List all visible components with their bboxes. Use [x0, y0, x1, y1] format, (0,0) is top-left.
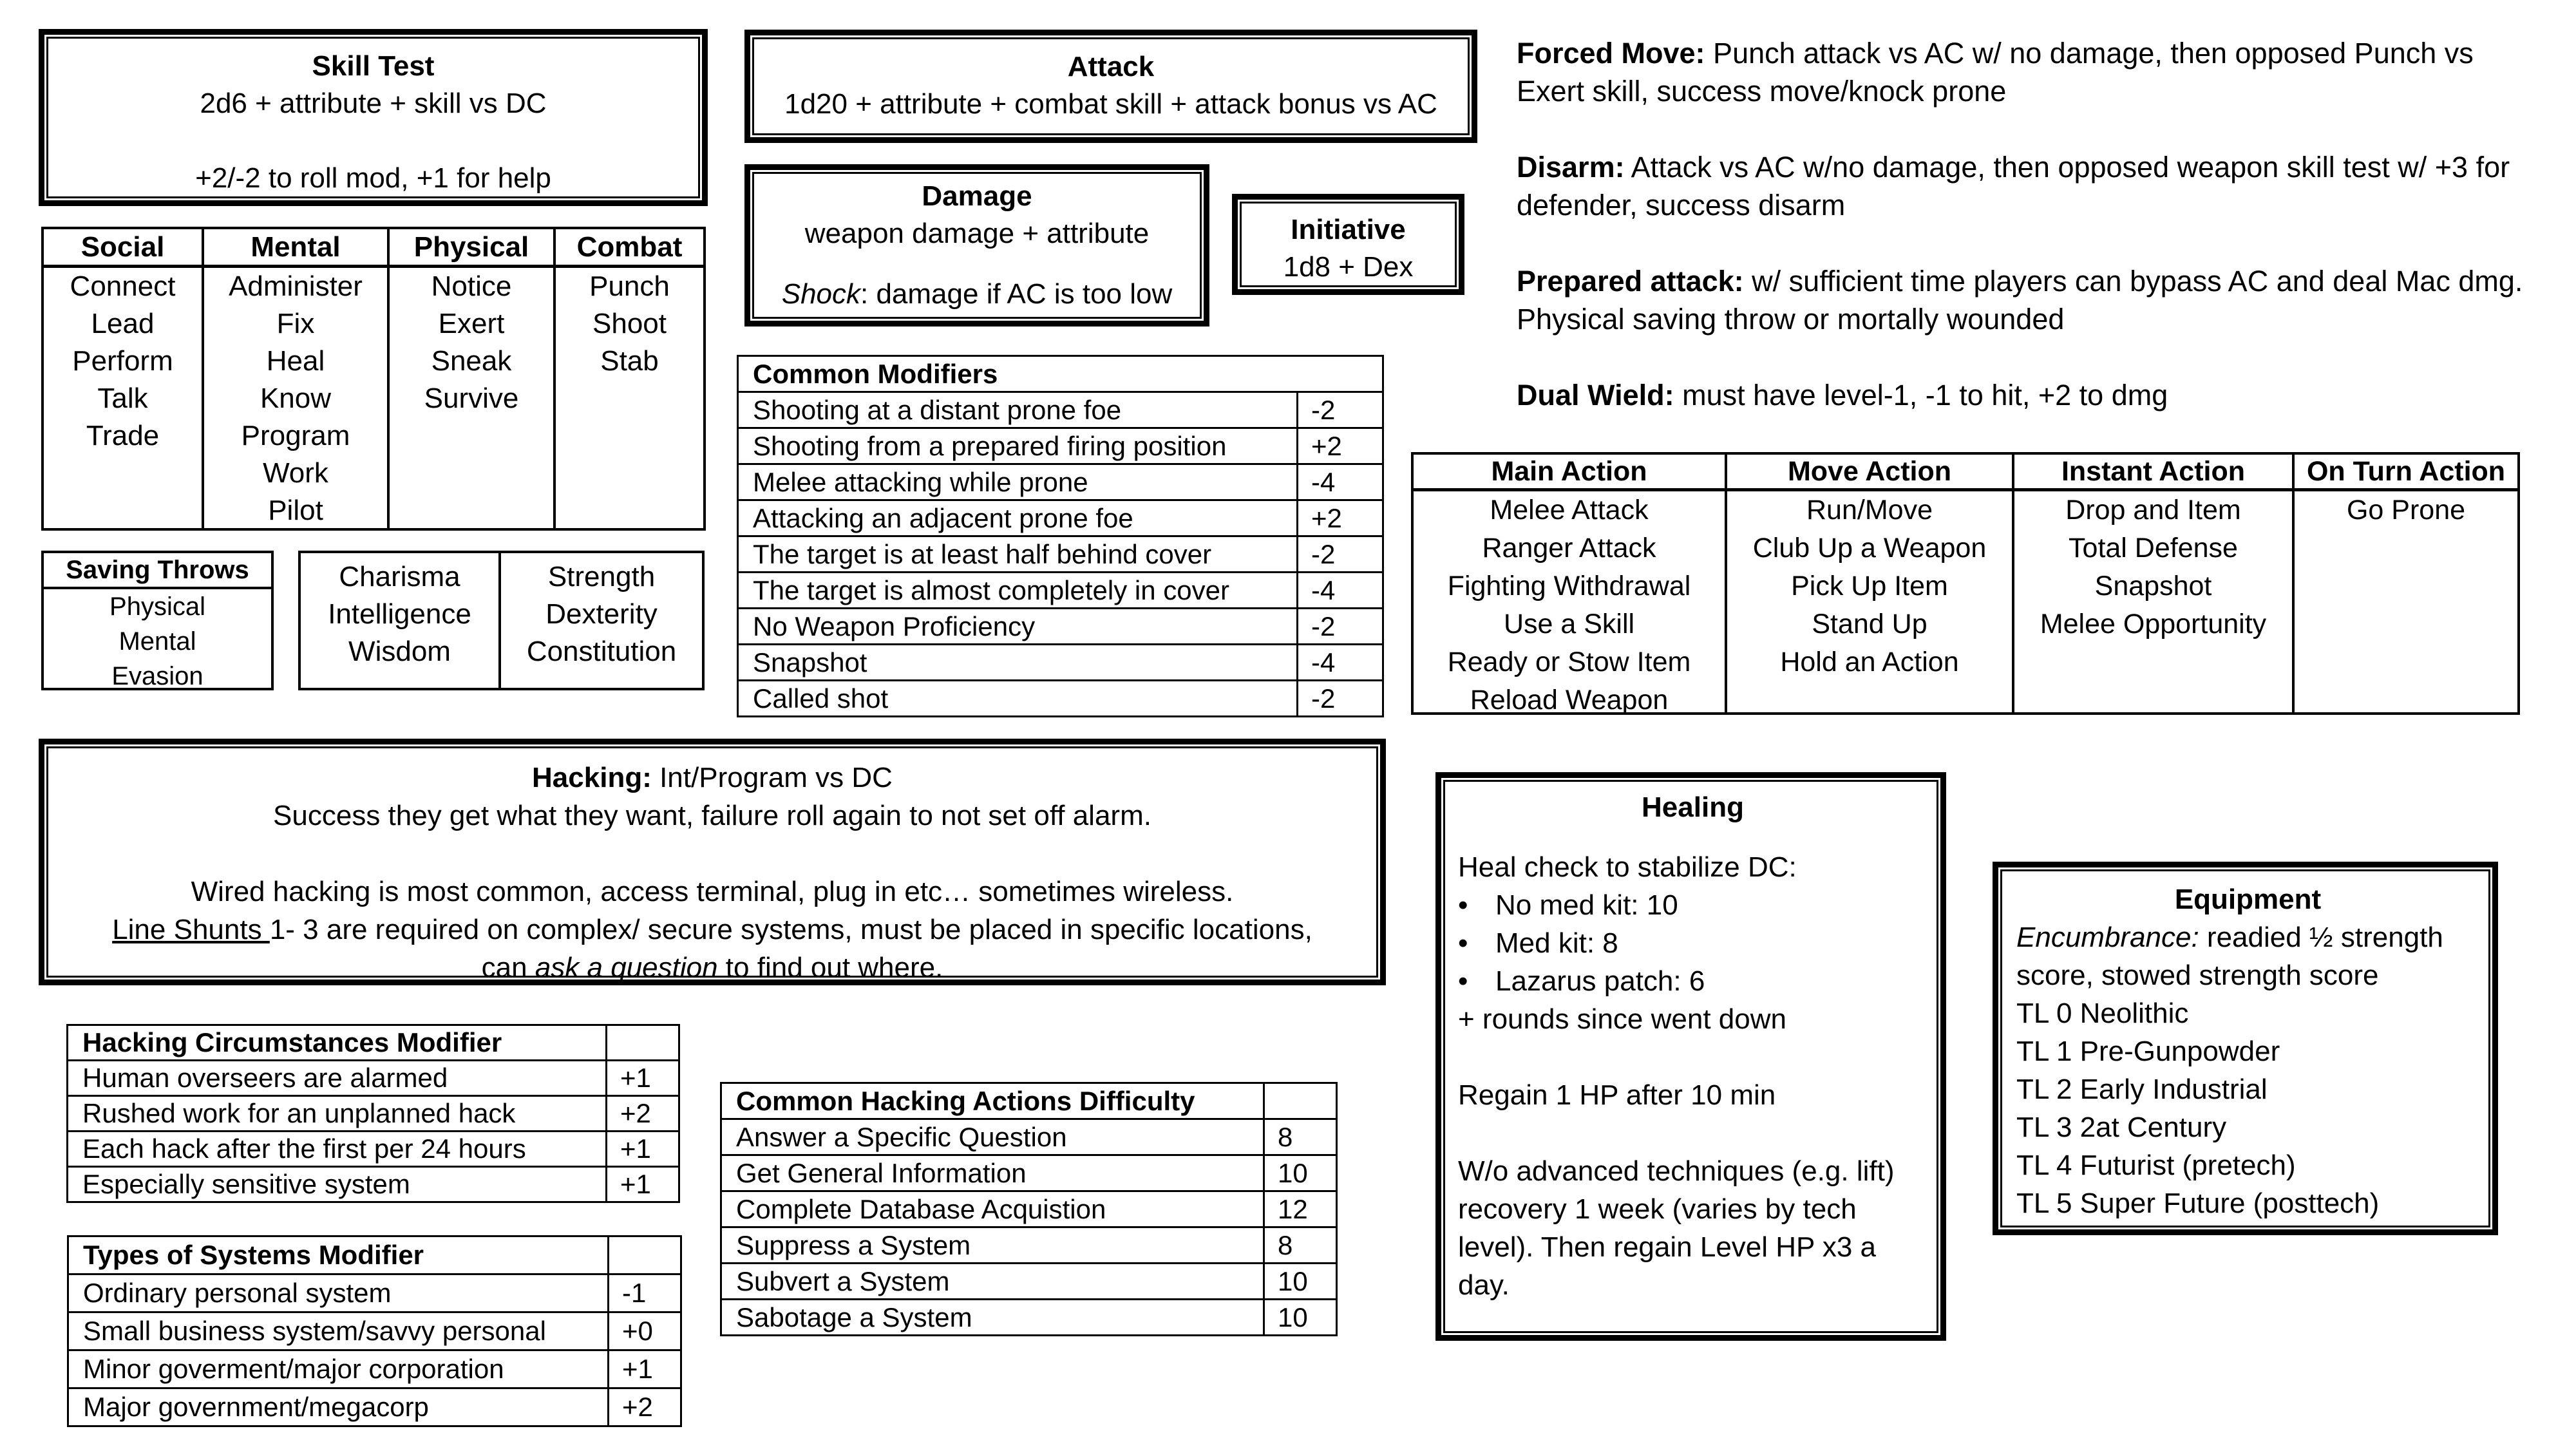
table-row: [721, 1300, 1337, 1336]
line-shunts-link[interactable]: Line Shunts: [112, 914, 270, 945]
table-row: [721, 1227, 1337, 1264]
skill-item: Shoot: [592, 308, 667, 339]
modifier-value: +2: [607, 1096, 679, 1132]
saving-throws-table: [41, 551, 274, 690]
skill-item: Sneak: [431, 345, 512, 377]
action-item: Use a Skill: [1503, 609, 1635, 639]
skill-item: Perform: [72, 345, 173, 377]
combat-rules: [1517, 34, 2547, 414]
action-item: Melee Attack: [1490, 495, 1649, 526]
action-item: Run/Move: [1806, 495, 1933, 526]
equipment-title: Equipment: [2174, 884, 2322, 915]
modifier-label: The target is almost completely in cover: [738, 573, 1298, 609]
rule-text: must have level-1, -1 to hit, +2 to dmg: [1674, 379, 2168, 412]
modifier-label: Each hack after the first per 24 hours: [68, 1132, 607, 1167]
skill-item: Lead: [91, 308, 155, 339]
healing-dc-item: • Lazarus patch: 6: [1458, 962, 1927, 1000]
hacking-circumstances-table: [66, 1024, 680, 1203]
actions-header-main: Main Action: [1414, 455, 1725, 491]
table-row: [68, 1274, 681, 1312]
modifier-label: Ordinary personal system: [68, 1274, 609, 1312]
actions-header-on-turn: On Turn Action: [2295, 455, 2517, 491]
modifier-label: Major government/megacorp: [68, 1388, 609, 1426]
table-row: [721, 1191, 1337, 1227]
table-row: [68, 1061, 679, 1096]
hacking-line-2: Wired hacking is most common, access terminal, plug in etc… sometimes wireless.: [191, 876, 1234, 907]
modifier-label: Minor goverment/major corporation: [68, 1350, 609, 1388]
hacking-action-label: Sabotage a System: [721, 1300, 1264, 1336]
skills-header-combat: Combat: [556, 229, 703, 268]
hacking-action-difficulty: 10: [1264, 1155, 1337, 1191]
attribute-item: Wisdom: [348, 635, 451, 667]
hacking-action-label: Get General Information: [721, 1155, 1264, 1191]
action-item: Fighting Withdrawal: [1447, 571, 1691, 601]
modifier-label: Melee attacking while prone: [738, 464, 1298, 500]
skill-test-note: +2/-2 to roll mod, +1 for help: [195, 162, 551, 194]
hacking-circumstances-value-header: [607, 1025, 679, 1061]
saving-throws-title: Saving Throws: [44, 553, 271, 589]
hacking-title-rest: Int/Program vs DC: [651, 762, 893, 793]
actions-header-move: Move Action: [1727, 455, 2012, 491]
action-item: Reload Weapon: [1470, 685, 1669, 715]
rule-prepared-attack: [1517, 262, 2547, 338]
tech-level-item: TL 3 2at Century: [2016, 1112, 2227, 1143]
action-item: Ranger Attack: [1482, 533, 1656, 564]
hacking-box: [39, 739, 1386, 985]
modifier-value: -2: [1298, 609, 1383, 645]
encumbrance-label: Encumbrance:: [2016, 922, 2199, 953]
attack-title: Attack: [1067, 51, 1155, 82]
damage-title: Damage: [922, 180, 1032, 212]
damage-shock-note: [750, 276, 1204, 313]
modifier-label: Human overseers are alarmed: [68, 1061, 607, 1096]
table-row: [738, 681, 1383, 717]
healing-title: Healing: [1642, 791, 1744, 823]
damage-box: [744, 164, 1209, 327]
attribute-item: Strength: [547, 560, 656, 592]
common-modifiers-title: Common Modifiers: [738, 356, 1383, 392]
action-item: Club Up a Weapon: [1752, 533, 1987, 564]
modifier-value: -4: [1298, 573, 1383, 609]
table-row: [738, 645, 1383, 681]
table-row: [68, 1312, 681, 1350]
tech-level-item: TL 4 Futurist (pretech): [2016, 1150, 2296, 1181]
rule-disarm: [1517, 148, 2547, 224]
hacking-heading: [44, 759, 1380, 797]
saving-throws-column: [44, 553, 271, 688]
hacking-actions-value-header: [1264, 1083, 1337, 1119]
modifier-value: -2: [1298, 681, 1383, 717]
actions-column-move: [1725, 455, 2012, 712]
rule-text: Attack vs AC w/no damage, then opposed weapon skill test w/ +3 for defender, success disarm: [1517, 151, 2510, 222]
healing-intro: Heal check to stabilize DC:: [1458, 851, 1797, 883]
action-item: Total Defense: [2069, 533, 2238, 564]
table-row: [738, 392, 1383, 428]
tech-level-item: TL 1 Pre-Gunpowder: [2016, 1036, 2280, 1067]
rule-dual-wield: [1517, 376, 2547, 414]
system-types-table: [67, 1235, 682, 1427]
modifier-label: Especially sensitive system: [68, 1167, 607, 1202]
hacking-line-4: [44, 949, 1380, 987]
skills-column-mental: [202, 229, 387, 528]
hacking-action-difficulty: 10: [1264, 1264, 1337, 1300]
action-item: Pick Up Item: [1791, 571, 1948, 601]
rule-text: Punch attack vs AC w/ no damage, then opposed Punch vs Exert skill, success move/knock prone: [1517, 37, 2474, 108]
hacking-action-label: Complete Database Acquistion: [721, 1191, 1264, 1227]
skill-item: Notice: [431, 270, 512, 302]
shock-label: Shock: [781, 278, 861, 310]
attribute-item: Intelligence: [328, 598, 471, 630]
attributes-column-mental: [301, 553, 498, 688]
attribute-item: Charisma: [339, 560, 460, 592]
modifier-value: -4: [1298, 464, 1383, 500]
hacking-circumstances-title: Hacking Circumstances Modifier: [68, 1025, 607, 1061]
table-row: [68, 1167, 679, 1202]
skill-item: Pilot: [268, 495, 323, 526]
modifier-value: -4: [1298, 645, 1383, 681]
skill-item: Survive: [424, 383, 519, 414]
actions-column-on-turn: [2292, 455, 2517, 712]
modifier-value: +2: [1298, 500, 1383, 536]
system-types-value-header: [609, 1236, 681, 1274]
skills-header-physical: Physical: [390, 229, 553, 268]
healing-dc-item: • Med kit: 8: [1458, 924, 1927, 962]
rule-text: w/ sufficient time players can bypass AC and deal Mac dmg. Physical saving throw or mortally wounded: [1517, 265, 2523, 336]
modifier-label: Small business system/savvy personal: [68, 1312, 609, 1350]
healing-after: + rounds since went down: [1458, 1003, 1786, 1035]
skill-item: Program: [241, 420, 350, 451]
hacking-title: Hacking:: [532, 762, 652, 793]
table-row: [68, 1096, 679, 1132]
actions-column-main: [1414, 455, 1725, 715]
saving-throw-item: Mental: [118, 627, 196, 656]
hacking-actions-table: [720, 1082, 1338, 1336]
skills-column-combat: [553, 229, 703, 528]
modifier-value: +0: [609, 1312, 681, 1350]
tech-level-item: TL 0 Neolithic: [2016, 998, 2189, 1029]
attack-formula: 1d20 + attribute + combat skill + attack bonus vs AC: [784, 88, 1437, 120]
saving-throw-item: Physical: [109, 592, 205, 621]
modifier-value: -1: [609, 1274, 681, 1312]
actions-column-instant: [2012, 455, 2292, 712]
modifier-value: +1: [607, 1132, 679, 1167]
rule-term: Prepared attack:: [1517, 265, 1744, 298]
skill-test-formula: 2d6 + attribute + skill vs DC: [200, 88, 547, 119]
skills-column-physical: [387, 229, 553, 528]
skill-test-box: [39, 29, 708, 206]
hacking-action-difficulty: 8: [1264, 1227, 1337, 1264]
rule-term: Forced Move:: [1517, 37, 1705, 70]
skills-header-mental: Mental: [204, 229, 387, 268]
table-row: [68, 1350, 681, 1388]
hacking-line-3-text: 1- 3 are required on complex/ secure systems, must be placed in specific locations,: [269, 914, 1312, 945]
table-row: [721, 1155, 1337, 1191]
table-row: [738, 573, 1383, 609]
attack-box: [744, 30, 1477, 143]
hacking-line-4-post: to find out where.: [717, 952, 943, 983]
table-row: [68, 1132, 679, 1167]
hacking-action-label: Subvert a System: [721, 1264, 1264, 1300]
hacking-action-difficulty: 12: [1264, 1191, 1337, 1227]
skill-item: Administer: [229, 270, 363, 302]
skill-item: Trade: [86, 420, 160, 451]
rule-term: Disarm:: [1517, 151, 1625, 184]
skill-item: Punch: [589, 270, 670, 302]
skill-item: Exert: [438, 308, 505, 339]
modifier-label: The target is at least half behind cover: [738, 536, 1298, 573]
hacking-action-difficulty: 8: [1264, 1119, 1337, 1155]
action-item: Go Prone: [2346, 495, 2466, 526]
initiative-formula: 1d8 + Dex: [1283, 251, 1414, 283]
skill-test-title: Skill Test: [312, 50, 435, 82]
healing-dc-list: [1458, 886, 1927, 1000]
skills-table: [41, 227, 706, 531]
modifier-label: Snapshot: [738, 645, 1298, 681]
hacking-line-1: Success they get what they want, failure roll again to not set off alarm.: [273, 800, 1151, 831]
skill-item: Connect: [70, 270, 176, 302]
ask-a-question-text: ask a question: [535, 952, 718, 983]
system-types-title: Types of Systems Modifier: [68, 1236, 609, 1274]
attribute-item: Dexterity: [545, 598, 658, 630]
skills-column-social: [44, 229, 202, 528]
table-row: [68, 1388, 681, 1426]
healing-dc-item: • No med kit: 10: [1458, 886, 1927, 924]
modifier-label: Called shot: [738, 681, 1298, 717]
table-row: [738, 500, 1383, 536]
tech-level-item: TL 5 Super Future (posttech): [2016, 1188, 2380, 1219]
table-row: [738, 428, 1383, 464]
table-row: [738, 609, 1383, 645]
action-item: Stand Up: [1812, 609, 1927, 639]
modifier-label: Shooting at a distant prone foe: [738, 392, 1298, 428]
modifier-label: Shooting from a prepared firing position: [738, 428, 1298, 464]
modifier-label: Attacking an adjacent prone foe: [738, 500, 1298, 536]
common-modifiers-table: [737, 355, 1384, 717]
rule-forced-move: [1517, 34, 2547, 110]
saving-throw-item: Evasion: [111, 662, 204, 690]
modifier-value: +1: [607, 1061, 679, 1096]
action-item: Drop and Item: [2065, 495, 2241, 526]
encumbrance-rule: [2016, 918, 2479, 994]
tech-level-item: TL 2 Early Industrial: [2016, 1074, 2268, 1105]
healing-recovery: W/o advanced techniques (e.g. lift) recovery 1 week (varies by tech level). Then regain Level HP x3 a day.: [1458, 1155, 1895, 1301]
modifier-label: Rushed work for an unplanned hack: [68, 1096, 607, 1132]
modifier-value: -2: [1298, 536, 1383, 573]
modifier-value: -2: [1298, 392, 1383, 428]
action-item: Ready or Stow Item: [1447, 647, 1691, 677]
skill-item: Stab: [600, 345, 659, 377]
modifier-label: No Weapon Proficiency: [738, 609, 1298, 645]
hacking-action-difficulty: 10: [1264, 1300, 1337, 1336]
hacking-line-3: [44, 911, 1380, 949]
initiative-title: Initiative: [1291, 214, 1406, 245]
modifier-value: +1: [609, 1350, 681, 1388]
action-item: Melee Opportunity: [2040, 609, 2267, 639]
table-row: [721, 1119, 1337, 1155]
attributes-column-physical: [498, 553, 702, 688]
skill-item: Know: [260, 383, 332, 414]
shock-text: : damage if AC is too low: [860, 278, 1173, 310]
healing-box: [1435, 772, 1946, 1341]
actions-table: [1411, 452, 2520, 715]
equipment-box: [1993, 862, 2498, 1235]
healing-regain: Regain 1 HP after 10 min: [1458, 1079, 1776, 1111]
hacking-actions-title: Common Hacking Actions Difficulty: [721, 1083, 1264, 1119]
table-row: [738, 464, 1383, 500]
table-row: [738, 536, 1383, 573]
hacking-action-label: Answer a Specific Question: [721, 1119, 1264, 1155]
damage-formula: weapon damage + attribute: [804, 218, 1150, 249]
skill-item: Fix: [276, 308, 315, 339]
encumbrance-text: readied ½ strength score, stowed strength score: [2016, 922, 2443, 991]
rule-term: Dual Wield:: [1517, 379, 1674, 412]
skill-item: Talk: [97, 383, 148, 414]
table-row: [721, 1264, 1337, 1300]
attributes-table: [298, 551, 705, 690]
action-item: Hold an Action: [1780, 647, 1959, 677]
modifier-value: +2: [1298, 428, 1383, 464]
actions-header-instant: Instant Action: [2014, 455, 2292, 491]
hacking-action-label: Suppress a System: [721, 1227, 1264, 1264]
skill-item: Work: [263, 457, 328, 489]
action-item: Snapshot: [2094, 571, 2212, 601]
modifier-value: +1: [607, 1167, 679, 1202]
modifier-value: +2: [609, 1388, 681, 1426]
skills-header-social: Social: [44, 229, 202, 268]
attribute-item: Constitution: [526, 635, 677, 667]
initiative-box: [1232, 194, 1464, 295]
skill-item: Heal: [266, 345, 325, 377]
hacking-line-4-pre: can: [481, 952, 535, 983]
